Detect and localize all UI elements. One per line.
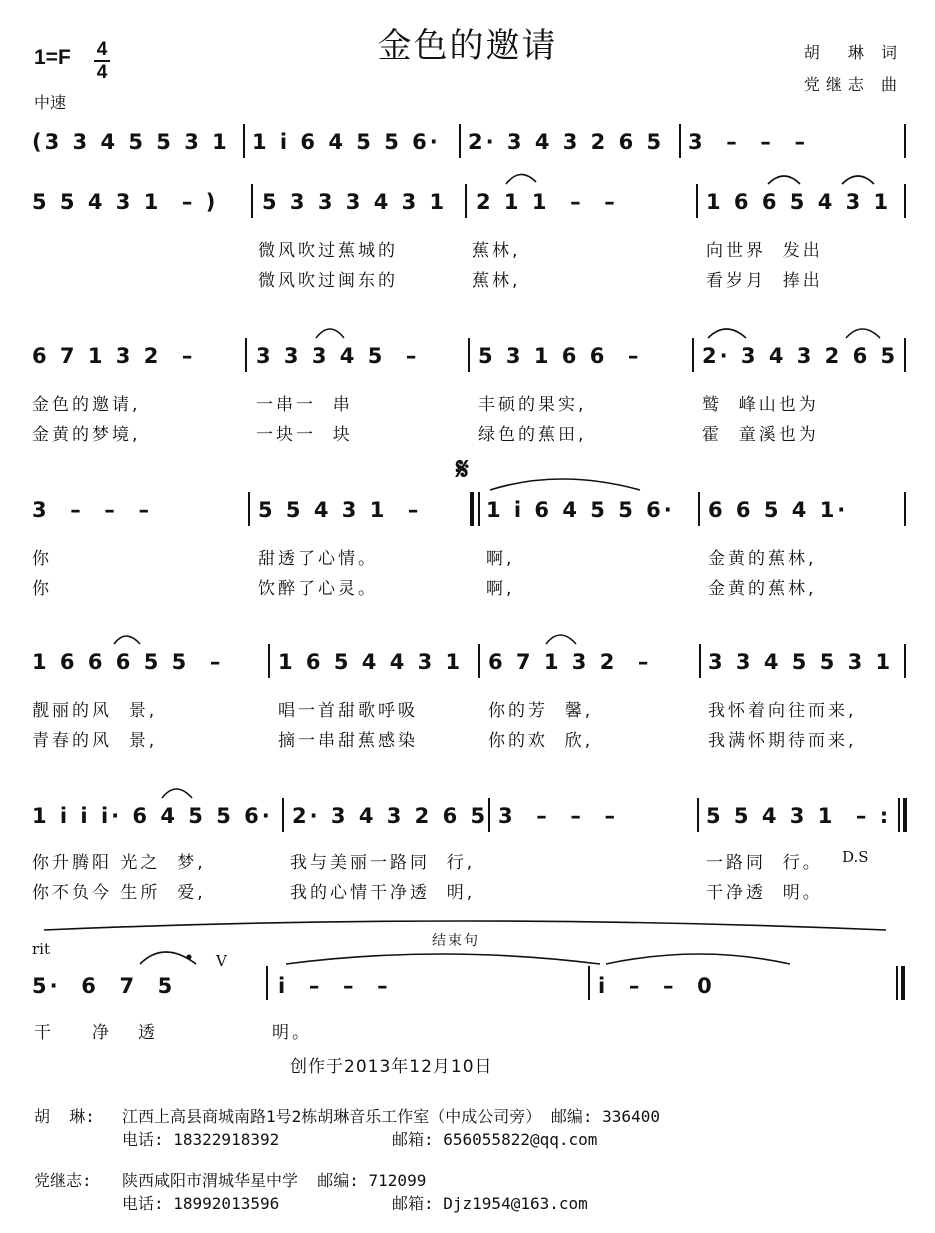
lyric-row3-verse1-a: 金色的邀请, <box>32 395 141 415</box>
notation-row1-measure4: 3 – – – <box>688 130 808 154</box>
notation-row3-measure1: 6 7 1 3 2 – <box>32 344 196 368</box>
lyric-row3-verse1-c: 丰硕的果实, <box>478 395 587 415</box>
notation-row6-measure1: 1 i i i· 6 4 5 5 6· <box>32 804 273 828</box>
lyric-row3-verse2-c: 绿色的蕉田, <box>478 425 587 445</box>
lyric-row4-verse2-c: 啊, <box>486 579 515 599</box>
notation-row3-measure4: 2· 3 4 3 2 6 5 <box>702 344 899 368</box>
tie <box>286 954 600 964</box>
lyric-row4-verse1-c: 啊, <box>486 549 515 569</box>
notation-row6-measure3: 3 – – – <box>498 804 618 828</box>
notation-row7-measure2: i – – – <box>278 974 391 998</box>
lyric-row5-verse1-d: 我怀着向往而来, <box>708 701 857 721</box>
lyric-row4-verse2-a: 你 <box>32 579 52 599</box>
notation-row2-measure3: 2 1 1 – – <box>476 190 618 214</box>
composer-address: 陕西咸阳市渭城华星中学 邮编: 712099 <box>122 1171 427 1190</box>
notation-row1-measure3: 2· 3 4 3 2 6 5 <box>468 130 665 154</box>
notation-row6-measure4: 5 5 4 3 1 – : <box>706 804 892 828</box>
lyricist-phone: 电话: 18322918392 <box>122 1130 280 1149</box>
breath-mark: V <box>216 952 227 970</box>
lyric-row4-verse2-b: 饮醉了心灵。 <box>258 579 378 599</box>
lyric-row5-verse2-c: 你的欢 欣, <box>488 731 594 751</box>
notation-row7-measure1: 5· 6 7 5 <box>32 974 176 998</box>
notation-row5-measure4: 3 3 4 5 5 3 1 <box>708 650 894 674</box>
ending-phrase-label: 结束句 <box>432 933 480 949</box>
lyric-row4-verse1-a: 你 <box>32 549 52 569</box>
lyric-row5-verse2-d: 我满怀期待而来, <box>708 731 857 751</box>
key-signature: 1=F <box>34 46 71 69</box>
lyric-row6-verse2-a: 你不负今 生所 爱, <box>32 883 206 903</box>
ritardando-marking: rit <box>32 940 50 958</box>
lyricist-address: 江西上高县商城南路1号2栋胡琳音乐工作室（中成公司旁） 邮编: 336400 <box>122 1107 660 1126</box>
slur <box>708 329 746 338</box>
slur <box>768 176 800 184</box>
slur <box>490 479 640 490</box>
slur <box>114 636 140 644</box>
slur <box>506 174 536 184</box>
slur <box>546 635 576 644</box>
lyric-row2-verse1-b: 蕉林, <box>472 241 521 261</box>
notation-row2-measure4: 1 6 6 5 4 3 1 <box>706 190 892 214</box>
notation-row3-measure2: 3 3 3 4 5 – <box>256 344 420 368</box>
lyric-row6-verse2-b: 我的心情干净透 明, <box>290 883 476 903</box>
notation-row5-measure2: 1 6 5 4 4 3 1 <box>278 650 464 674</box>
notation-row1-measure1: (3 3 4 5 5 3 1 <box>32 130 230 154</box>
lyric-row6-verse1-a: 你升腾阳 光之 梦, <box>32 853 206 873</box>
lyric-row5-verse1-a: 靓丽的风 景, <box>32 701 158 721</box>
slur <box>842 176 874 184</box>
lyric-row3-verse2-b: 一块一 块 <box>256 425 353 445</box>
notation-row2-measure1: 5 5 4 3 1 – ) <box>32 190 219 214</box>
notation-row3-measure3: 5 3 1 6 6 – <box>478 344 642 368</box>
composer-phone: 电话: 18992013596 <box>122 1194 280 1213</box>
notation-row5-measure1: 1 6 6 6 5 5 – <box>32 650 224 674</box>
lyric-row4-verse2-d: 金黄的蕉林, <box>708 579 817 599</box>
composer-contact-name: 党继志: <box>34 1171 92 1190</box>
slur <box>316 329 344 338</box>
lyric-row4-verse1-d: 金黄的蕉林, <box>708 549 817 569</box>
notation-row4-measure3: 1 i 6 4 5 5 6· <box>486 498 675 522</box>
lyric-row5-verse2-b: 摘一串甜蕉感染 <box>278 731 418 751</box>
slur <box>162 789 192 798</box>
lyric-row6-verse1-c: 一路同 行。 <box>706 853 823 873</box>
lyricist-contact-name: 胡 琳: <box>34 1107 95 1126</box>
time-signature-top: 4 <box>96 39 108 60</box>
notation-row5-measure3: 6 7 1 3 2 – <box>488 650 652 674</box>
segno-sign: 𝄋 <box>456 452 469 487</box>
song-title: 金色的邀请 <box>377 26 558 66</box>
composer-credit: 党继志 曲 <box>803 75 903 94</box>
lyric-row4-verse1-b: 甜透了心情。 <box>258 549 378 569</box>
notation-row2-measure2: 5 3 3 3 4 3 1 <box>262 190 448 214</box>
lyric-row5-verse1-c: 你的芳 馨, <box>488 701 594 721</box>
lyric-row7-b: 净 <box>92 1023 112 1043</box>
lyric-row2-verse1-c: 向世界 发出 <box>706 241 823 261</box>
lyric-row2-verse2-a: 微风吹过闽东的 <box>258 271 398 291</box>
lyric-row3-verse2-a: 金黄的梦境, <box>32 425 141 445</box>
composer-email: 邮箱: Djz1954@163.com <box>392 1194 588 1213</box>
notation-row4-measure1: 3 – – – <box>32 498 152 522</box>
lyric-row3-verse1-d: 鹫 峰山也为 <box>702 395 819 415</box>
time-signature-bottom: 4 <box>96 62 108 83</box>
lyric-row2-verse2-b: 蕉林, <box>472 271 521 291</box>
lyric-row5-verse2-a: 青春的风 景, <box>32 731 158 751</box>
notation-row1-measure2: 1 i 6 4 5 5 6· <box>252 130 441 154</box>
fermata-dot <box>187 955 192 960</box>
lyricist-email: 邮箱: 656055822@qq.com <box>392 1130 598 1149</box>
notation-row6-measure2: 2· 3 4 3 2 6 5 <box>292 804 489 828</box>
notation-row4-measure4: 6 6 5 4 1· <box>708 498 849 522</box>
notation-row7-measure3: i – – 0 <box>598 974 715 998</box>
tempo-marking: 中速 <box>34 93 67 112</box>
lyric-row3-verse1-b: 一串一 串 <box>256 395 353 415</box>
lyric-row7-c: 透 <box>138 1023 158 1043</box>
lyric-row7-d: 明。 <box>272 1023 312 1043</box>
lyric-row7-a: 干 <box>34 1023 54 1043</box>
lyric-row3-verse2-d: 霍 童溪也为 <box>702 425 819 445</box>
slur <box>846 329 880 338</box>
tie <box>606 954 790 964</box>
phrase-bracket <box>44 921 886 930</box>
lyric-row6-verse2-c: 干净透 明。 <box>706 883 823 903</box>
lyric-row2-verse2-c: 看岁月 捧出 <box>706 271 823 291</box>
composition-date: 创作于2013年12月10日 <box>290 1057 493 1077</box>
lyricist-credit: 胡 琳 词 <box>803 43 903 62</box>
notation-row4-measure2: 5 5 4 3 1 – <box>258 498 422 522</box>
lyric-row5-verse1-b: 唱一首甜歌呼吸 <box>278 701 418 721</box>
lyric-row6-verse1-b: 我与美丽一路同 行, <box>290 853 476 873</box>
dal-segno-marking: D.S <box>842 848 869 866</box>
lyric-row2-verse1-a: 微风吹过蕉城的 <box>258 241 398 261</box>
